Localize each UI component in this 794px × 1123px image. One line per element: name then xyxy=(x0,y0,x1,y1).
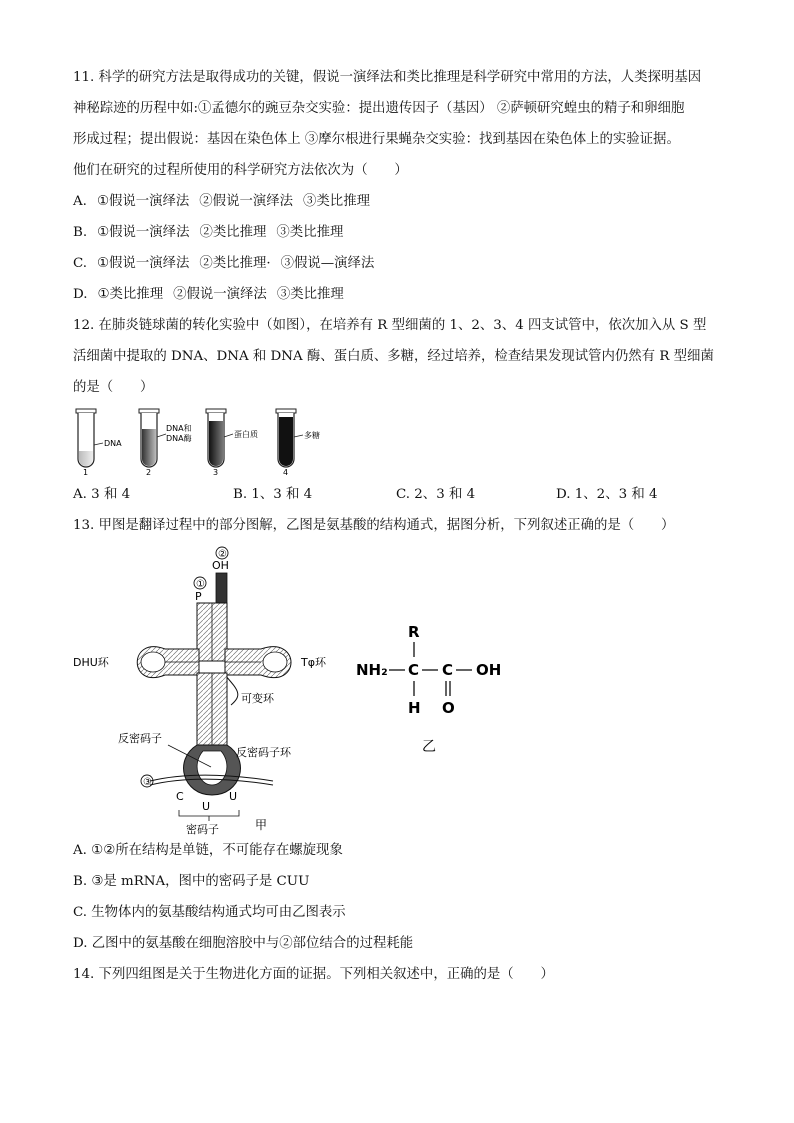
trna-3-prime-tail xyxy=(216,573,227,603)
aa-alpha-carbon: C xyxy=(408,661,420,679)
aa-r-group: R xyxy=(408,623,420,641)
q13-stem: 13. 甲图是翻译过程中的部分图解，乙图是氨基酸的结构通式，据图分析，下列叙述正确的是（ ） xyxy=(73,518,675,533)
tube-3-number: 3 xyxy=(213,468,219,477)
label-anticodon-loop: 反密码子环 xyxy=(236,746,291,759)
trna-and-amino-acid-svg xyxy=(73,545,533,835)
q13-option-b[interactable]: B. ③是 mRNA，图中的密码子是 CUU xyxy=(73,874,310,889)
q12-stem-line: 的是（ ） xyxy=(73,380,154,395)
tube-1-number: 1 xyxy=(83,468,89,477)
option-part: ②假说一演绎法 xyxy=(173,287,267,302)
codon-base-2: U xyxy=(202,800,211,813)
q14-stem: 14. 下列四组图是关于生物进化方面的证据。下列相关叙述中，正确的是（ ） xyxy=(73,967,554,982)
label-p-end: P xyxy=(195,590,202,603)
option-part: ②假说一演绎法 xyxy=(199,194,294,209)
test-tube-3 xyxy=(206,409,258,477)
option-part: ①假说一演绎法 xyxy=(97,256,190,271)
aa-hydroxyl: OH xyxy=(476,661,502,679)
label-anticodon: 反密码子 xyxy=(118,732,162,745)
test-tube-2 xyxy=(139,409,192,477)
label-variable-loop: 可变环 xyxy=(241,692,274,705)
option-letter: D. xyxy=(73,287,88,302)
q11-stem-line: 神秘踪迹的历程中如:①孟德尔的豌豆杂交实验：提出遗传因子（基因） ②萨顿研究蝗虫的精子和卵细胞 xyxy=(73,101,685,116)
tube-4-label: 多糖 xyxy=(304,431,320,440)
aa-carbonyl-oxygen: O xyxy=(442,699,455,717)
q12-options xyxy=(73,479,733,510)
question-12 xyxy=(73,310,733,510)
test-tube-1 xyxy=(76,409,122,477)
q11-option-d[interactable] xyxy=(73,279,733,310)
q11-stem-line: 形成过程；提出假说：基因在染色体上 ③摩尔根进行果蝇杂交实验：找到基因在染色体上的实验证据。 xyxy=(73,132,680,147)
option-letter: C. xyxy=(73,256,88,271)
q13-figures xyxy=(73,545,733,835)
option-part: ③类比推理 xyxy=(303,194,370,209)
label-circle-3: ③ xyxy=(143,777,152,788)
option-letter: A. xyxy=(73,194,87,209)
codon-base-1: C xyxy=(176,790,184,803)
q12-stem-line: 活细菌中提取的 DNA、DNA 和 DNA 酶、蛋白质、多糖，经过培养，检查结果发现试管内仍然有 R 型细菌 xyxy=(73,349,714,364)
tube-2-label: DNA和 xyxy=(166,424,192,433)
test-tube-4 xyxy=(276,409,320,477)
label-t-loop: Tφ环 xyxy=(301,656,326,669)
option-part: ③类比推理 xyxy=(276,287,344,302)
q11-option-c[interactable] xyxy=(73,248,733,279)
tube-4-number: 4 xyxy=(283,468,289,477)
q12-option-d[interactable]: D. 1、2、3 和 4 xyxy=(556,487,658,502)
q11-stem-line: 他们在研究的过程所使用的科学研究方法依次为（ ） xyxy=(73,163,408,178)
option-part: ③类比推理 xyxy=(276,225,344,240)
tube-2-label-line2: DNA酶 xyxy=(166,434,192,443)
label-circle-2: ② xyxy=(218,549,227,560)
q13-option-c[interactable]: C. 生物体内的氨基酸结构通式均可由乙图表示 xyxy=(73,905,346,920)
tube-3-label: 蛋白质 xyxy=(234,430,258,439)
q11-option-a[interactable] xyxy=(73,186,733,217)
tube-2-number: 2 xyxy=(146,468,152,477)
q11-stem-line: 11. 科学的研究方法是取得成功的关键，假说一演绎法和类比推理是科学研究中常用的方法，人类探明基因 xyxy=(73,70,702,85)
aa-carboxyl-carbon: C xyxy=(442,661,454,679)
q11-option-b[interactable] xyxy=(73,217,733,248)
question-11 xyxy=(73,62,733,310)
option-part: ③假说—演绎法 xyxy=(280,256,375,271)
aa-hydrogen: H xyxy=(408,699,421,717)
trna-diagram xyxy=(73,547,327,835)
label-circle-1: ① xyxy=(196,579,205,590)
q12-option-a[interactable]: A. 3 和 4 xyxy=(73,487,131,502)
test-tubes-svg xyxy=(73,407,373,477)
codon-base-3: U xyxy=(229,790,238,803)
q12-option-b[interactable]: B. 1、3 和 4 xyxy=(233,487,313,502)
caption-jia: 甲 xyxy=(255,818,268,832)
q13-option-d[interactable]: D. 乙图中的氨基酸在细胞溶胶中与②部位结合的过程耗能 xyxy=(73,936,414,951)
option-part: ①假说一演绎法 xyxy=(96,194,190,209)
option-letter: B. xyxy=(73,225,88,240)
amino-acid-structure xyxy=(356,623,501,755)
exam-page xyxy=(73,62,733,990)
question-13 xyxy=(73,510,733,959)
tube-1-label: DNA xyxy=(104,439,122,448)
q13-option-a[interactable]: A. ①②所在结构是单链，不可能存在螺旋现象 xyxy=(73,843,343,858)
label-codon: 密码子 xyxy=(186,823,219,835)
label-oh-end: OH xyxy=(212,559,229,572)
q12-option-c[interactable]: C. 2、3 和 4 xyxy=(396,487,476,502)
question-14 xyxy=(73,959,733,990)
option-part: ②类比推理· xyxy=(199,256,271,271)
caption-yi: 乙 xyxy=(422,739,436,755)
aa-amino-group: NH₂ xyxy=(356,661,388,679)
option-part: ①假说一演绎法 xyxy=(97,225,190,240)
q12-stem-line: 12. 在肺炎链球菌的转化实验中（如图），在培养有 R 型细菌的 1、2、3、4 四支试管中，依次加入从 S 型 xyxy=(73,318,707,333)
label-dhu-loop: DHU环 xyxy=(73,656,109,669)
option-part: ②类比推理 xyxy=(199,225,267,240)
option-part: ①类比推理 xyxy=(97,287,164,302)
test-tubes-figure xyxy=(73,407,733,477)
